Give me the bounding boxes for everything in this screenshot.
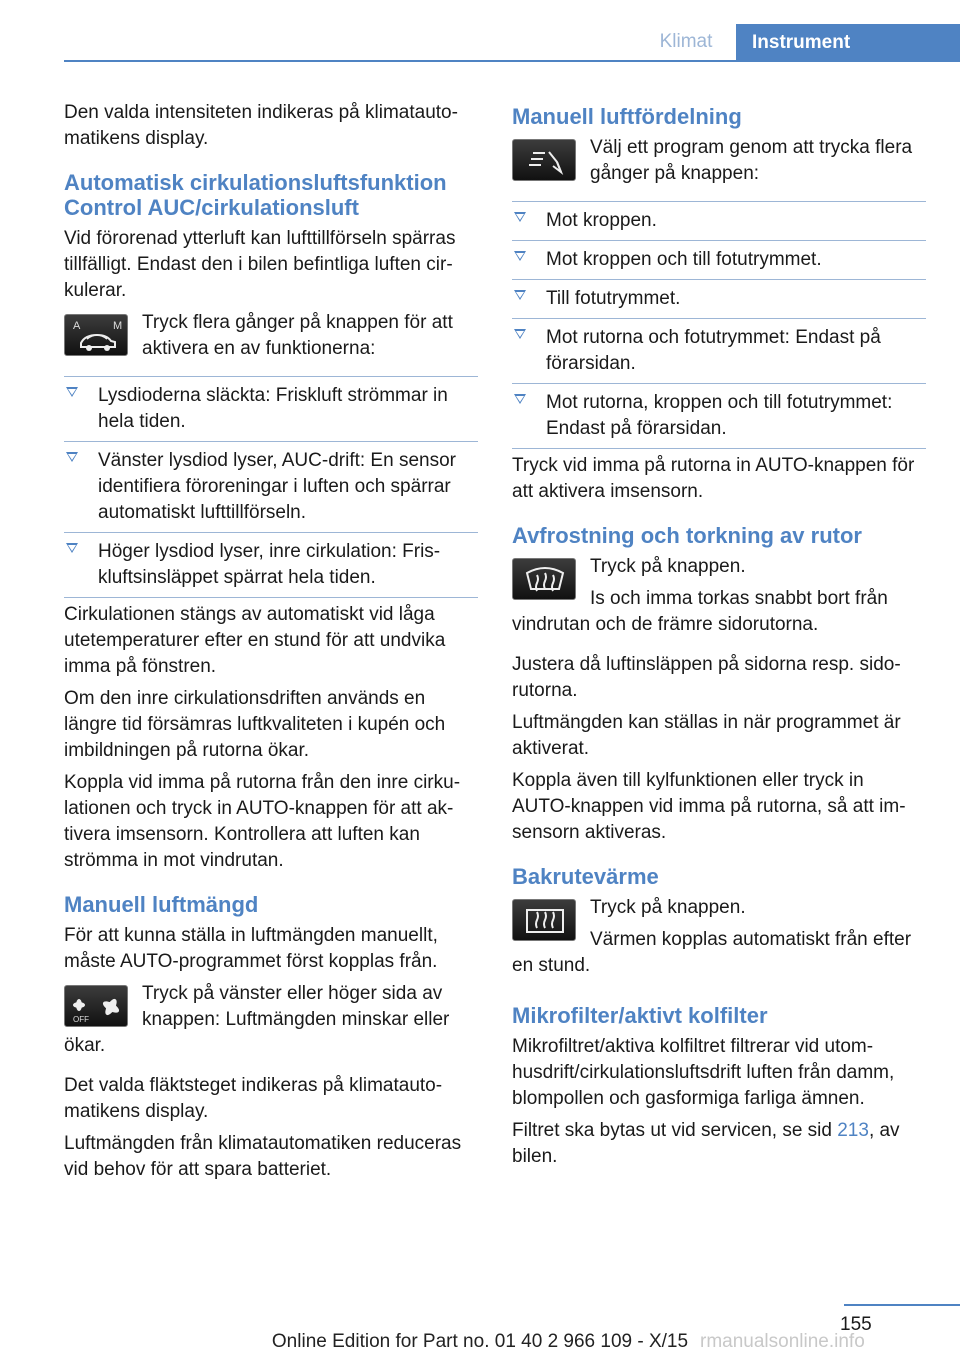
watermark: rmanualsonline.info [700, 1331, 865, 1352]
header-rule [64, 60, 960, 62]
defrost-heading: Avfrostning och torkning av rutor [512, 523, 862, 548]
fan-icon-off-label: OFF [73, 1015, 89, 1024]
air-distribution-heading: Manuell luftfördelning [512, 104, 742, 129]
auc-icon-block [64, 310, 478, 368]
manual-airflow-paragraph-2: Det valda fläktsteget indikeras på klimatautomatikens display. [64, 1075, 443, 1122]
defrost-icon-text-2: Is och imma torkas snabbt bort från vindrutan och de främre sidorutorna. [512, 588, 888, 635]
rear-heat-icon-text-1: Tryck på knappen. [590, 897, 746, 918]
rear-heat-icon-block [512, 895, 926, 985]
recirculation-button-icon [64, 314, 128, 356]
auc-icon-label-m: M [113, 320, 123, 332]
distribution-paragraph: Tryck vid imma på rutorna in AUTO-knappen för att aktivera imsensorn. [512, 455, 915, 502]
list-item: Mot kroppen. [512, 202, 926, 241]
bullet-triangle-icon [66, 387, 78, 397]
bullet-triangle-icon [514, 394, 526, 404]
microfilter-heading: Mikrofilter/aktivt kolfilter [512, 1003, 768, 1028]
list-item: Mot kroppen och till fotutrymmet. [512, 241, 926, 280]
microfilter-paragraph: Mikrofiltret/aktiva kolfiltret filtrerar vid utomhusdrift/cirkulationsluftsdrift luften från damm, blompollen och gasformiga farliga ämnen. [512, 1036, 895, 1109]
list-item: Höger lysdiod lyser, inre cirkulation: Friskluftsinsläppet spärrat hela tiden. [64, 533, 478, 598]
bullet-triangle-icon [514, 212, 526, 222]
bullet-triangle-icon [514, 251, 526, 261]
page-reference-link[interactable]: 213 [837, 1120, 869, 1141]
bullet-triangle-icon [66, 543, 78, 553]
auc-paragraph: Vid förorenad ytterluft kan lufttillförseln spärras tillfälligt. Endast den i bilen befintliga luften cirkulerar. [64, 228, 456, 301]
section-tab[interactable]: Instrument [736, 24, 960, 62]
intro-paragraph: Den valda intensiteten indikeras på klimatautomatikens display. [64, 102, 458, 149]
distribution-icon-block [512, 135, 926, 193]
list-item: Lysdioderna släckta: Friskluft strömmar in hela tiden. [64, 377, 478, 442]
list-item: Mot rutorna och fotutrymmet: Endast på förarsidan. [512, 319, 926, 384]
defrost-paragraph-2: Justera då luftinsläppen på sidorna resp. sidorutorna. [512, 654, 901, 701]
fan-button-icon [64, 985, 128, 1027]
defrost-paragraph-3: Luftmängden kan ställas in när programmet är aktiverat. [512, 712, 901, 759]
manual-airflow-paragraph: För att kunna ställa in luftmängden manuellt, måste AUTO-programmet först kopplas från. [64, 925, 438, 972]
fan-icon-block [64, 981, 478, 1065]
bullet-triangle-icon [514, 290, 526, 300]
rear-heat-icon-text-2: Värmen kopplas automatiskt från efter en stund. [512, 929, 912, 976]
auc-heading: Automatisk cirkulationsluftsfunktion Control AUC/cirkulationsluft [64, 170, 447, 220]
bullet-triangle-icon [66, 452, 78, 462]
fan-icon-text: Tryck på vänster eller höger sida av knappen: Luftmängden minskar eller ökar. [64, 983, 450, 1056]
distribution-icon-text: Välj ett program genom att trycka flera gånger på knappen: [590, 137, 913, 184]
auc-icon-text: Tryck flera gånger på knappen för att aktivera en av funktionerna: [142, 312, 453, 359]
defrost-icon-block [512, 554, 926, 644]
manual-airflow-heading: Manuell luftmängd [64, 892, 259, 917]
list-item: Mot rutorna, kroppen och till fotutrymmet: Endast på förarsidan. [512, 384, 926, 449]
page-header [64, 24, 960, 62]
auc-bullet-list [64, 376, 478, 598]
footer-edition-text: Online Edition for Part no. 01 40 2 966 109 - X/15 [271, 1331, 689, 1352]
left-column [64, 100, 478, 1189]
page-number: 155 [840, 1314, 872, 1335]
list-item: Vänster lysdiod lyser, AUC-drift: En sensor identifiera föroreningar i luften och spärrar automatiskt lufttillförseln. [64, 442, 478, 533]
bullet-triangle-icon [514, 329, 526, 339]
air-distribution-button-icon [512, 139, 576, 181]
auc-icon-label-a: A [73, 320, 81, 332]
defrost-paragraph-4: Koppla även till kylfunktionen eller tryck in AUTO-knappen vid imma på rutorna, så att imsensorn aktiveras. [512, 770, 906, 843]
auc-paragraph-4: Koppla vid imma på rutorna från den inre cirkulationen och tryck in AUTO-knappen för att aktivera imsensorn. Kontrollera att luften kan strömma in mot vindrutan. [64, 772, 461, 871]
rear-window-heating-heading: Bakrutevärme [512, 864, 659, 889]
footer-rule [844, 1304, 960, 1306]
auc-paragraph-2: Cirkulationen stängs av automatiskt vid låga utetemperaturer efter en stund för att undvika imma på fönstren. [64, 604, 446, 677]
manual-airflow-paragraph-3: Luftmängden från klimatautomatiken reduceras vid behov för att spara batteriet. [64, 1133, 462, 1180]
list-item: Till fotutrymmet. [512, 280, 926, 319]
rear-window-heating-button-icon [512, 899, 576, 941]
auc-paragraph-3: Om den inre cirkulationsdriften används en längre tid försämras luftkvaliteten i kupén och imbildningen på rutorna ökar. [64, 688, 446, 761]
distribution-bullet-list [512, 201, 926, 449]
defrost-icon-text-1: Tryck på knappen. [590, 556, 746, 577]
microfilter-paragraph-2: Filtret ska bytas ut vid servicen, se sid 213, av bilen. [512, 1120, 900, 1167]
windshield-defrost-button-icon [512, 558, 576, 600]
right-column [512, 100, 926, 1176]
chapter-tab[interactable]: Klimat [659, 31, 713, 52]
